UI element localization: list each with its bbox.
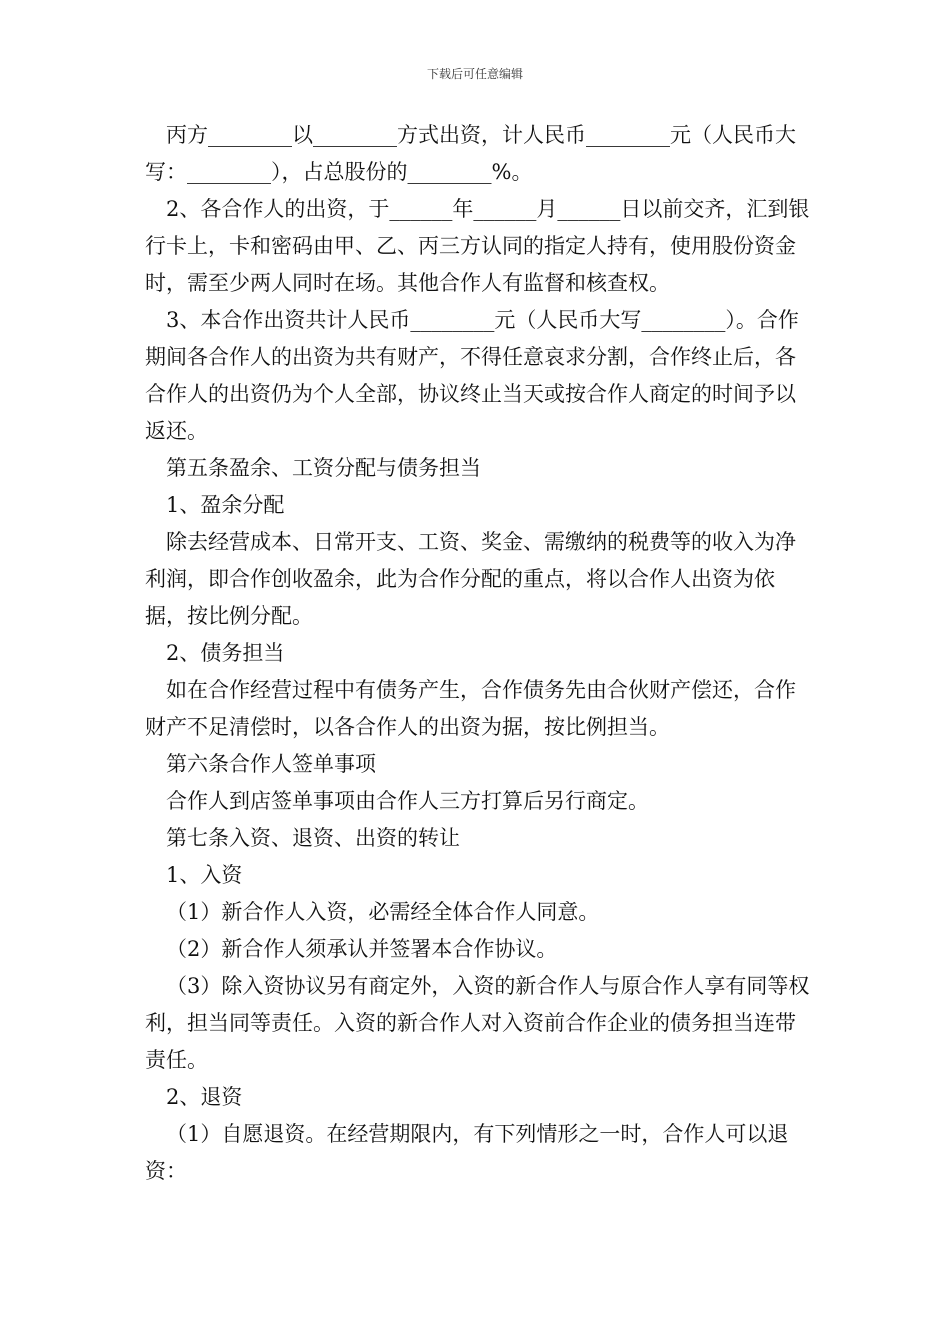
- section-profit-heading: 1、盈余分配: [166, 493, 285, 517]
- paragraph-debt: 如在合作经营过程中有债务产生，合作债务先由合伙财产偿还，合作财产不足清偿时，以各合作人的出资为据，按比例担当。: [145, 678, 796, 739]
- entry-item-3: （3）除入资协议另有商定外，入资的新合作人与原合作人享有同等权利，担当同等责任。入资的新合作人对入资前合作企业的债务担当连带责任。: [145, 974, 810, 1072]
- article-7-heading: 第七条入资、退资、出资的转让: [166, 826, 460, 850]
- section-entry-heading: 1、入资: [166, 863, 243, 887]
- paragraph-profit: 除去经营成本、日常开支、工资、奖金、需缴纳的税费等的收入为净利润，即合作创收盈余，此为合作分配的重点，将以合作人出资为依据，按比例分配。: [145, 530, 796, 628]
- entry-item-1: （1）新合作人入资，必需经全体合作人同意。: [166, 900, 600, 924]
- section-debt-heading: 2、债务担当: [166, 641, 285, 665]
- paragraph-capital-deadline: 2、各合作人的出资，于______年______月______日以前交齐，汇到银行卡上，卡和密码由甲、乙、丙三方认同的指定人持有，使用股份资金时，需至少两人同时在场。其他合作人有监督和核查权。: [145, 197, 810, 295]
- document-body: [145, 117, 810, 1190]
- article-6-heading: 第六条合作人签单事项: [166, 752, 376, 776]
- section-withdrawal-heading: 2、退资: [166, 1085, 243, 1109]
- paragraph-capital-total: 3、本合作出资共计人民币________元（人民币大写________）。合作期间各合作人的出资为共有财产，不得任意哀求分割，合作终止后，各合作人的出资仍为个人全部，协议终止当天或按合作人商定的时间予以返还。: [145, 308, 799, 443]
- article-5-heading: 第五条盈余、工资分配与债务担当: [166, 456, 481, 480]
- paragraph-capital-c: 丙方________以________方式出资，计人民币________元（人民币大写：________），占总股份的________%。: [145, 123, 796, 184]
- withdrawal-item-1: （1）自愿退资。在经营期限内，有下列情形之一时，合作人可以退资：: [145, 1122, 789, 1183]
- paragraph-signing: 合作人到店签单事项由合作人三方打算后另行商定。: [166, 789, 649, 813]
- page-header: 下载后可任意编辑: [426, 67, 523, 81]
- entry-item-2: （2）新合作人须承认并签署本合作协议。: [166, 937, 558, 961]
